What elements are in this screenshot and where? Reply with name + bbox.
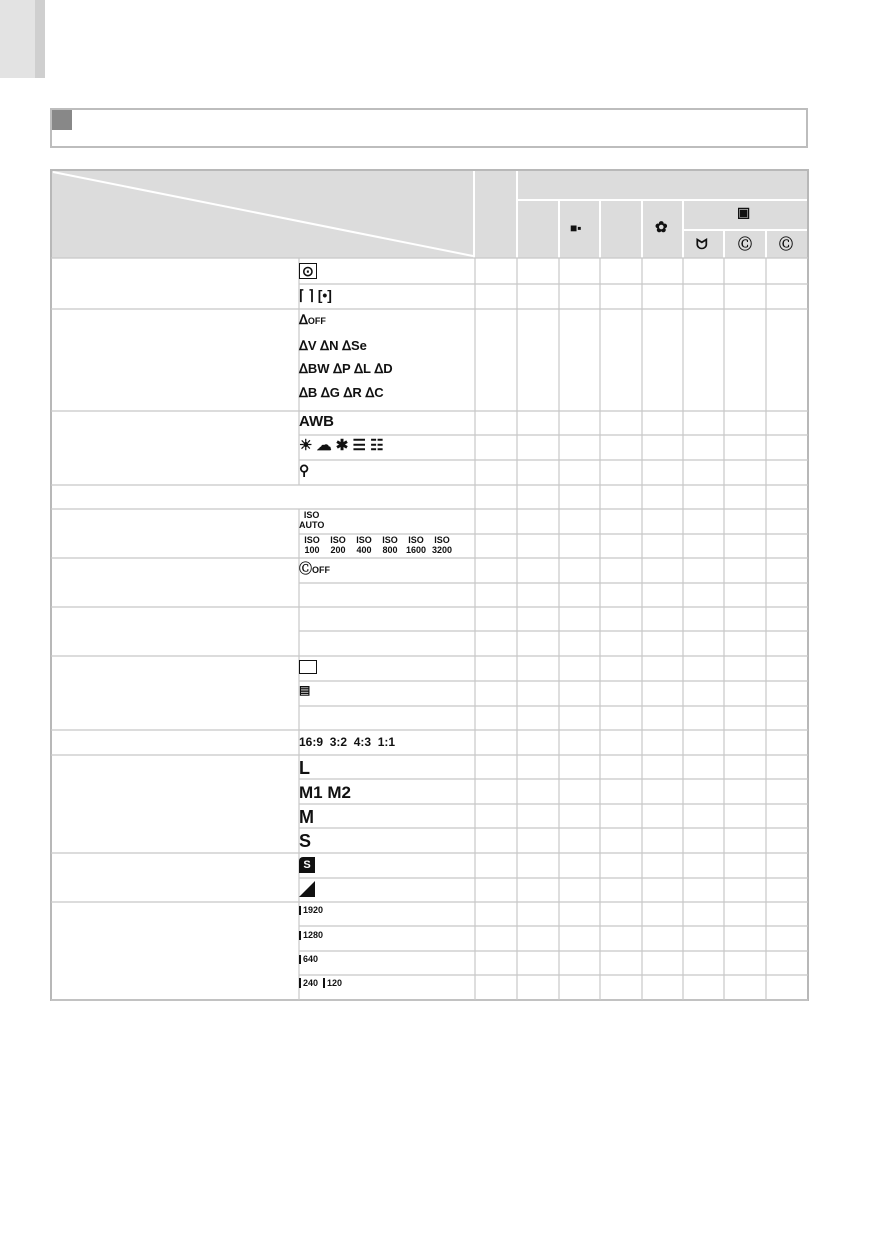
iso-auto-icon: ISO AUTO [299,510,325,530]
self-timer-off-icon: ⒸOFF [299,561,331,576]
custom-white-balance-icon: ⚲ [299,462,310,478]
movie-640-icon: 640 [299,955,318,964]
face-timer-icon: Ⓒ [779,236,793,252]
my-colors-row2: ᐃBW ᐃP ᐃL ᐃD [299,361,393,376]
quality-superfine-icon: S [299,857,315,873]
size-m-icon: M [299,807,314,827]
size-s-icon: S [299,831,312,851]
size-l-icon: L [299,758,310,778]
my-colors-off-icon: ᐃOFF [299,312,326,327]
iso-values-row: ISO 100ISO 200ISO 400ISO 800ISO 1600ISO 3200 [304,535,453,555]
movie-240-120-icon: 240 120 [299,979,342,988]
quality-fine-icon [299,881,315,897]
movie-1920-icon: 1920 [299,906,323,915]
awb-icon: AWB [299,413,334,430]
smart-shutter-icon: ▣ [737,204,751,220]
evaluative-metering-icon: ⊙ [299,263,317,279]
my-colors-row3: ᐃB ᐃG ᐃR ᐃC [299,385,384,400]
spot-metering-icon: ⌈ ⌉ [•] [299,287,332,303]
wink-timer-icon: Ⓒ [738,236,752,252]
smile-icon: ᗢ [696,236,708,252]
continuous-shooting-icon: ▤ [299,683,311,697]
aspect-ratio-icons: 16:9 3:2 4:3 1:1 [299,735,396,749]
scene-camera-icon: ■▪ [570,221,582,235]
white-balance-presets: ☀ ☁ ✱ ☰ ☷ [299,437,384,454]
table-header [51,170,808,258]
no-flash-mode-icon: ✿ [655,219,668,236]
single-shot-icon [299,660,317,674]
size-m1m2-icon: M1 M2 [299,783,351,802]
my-colors-row1: ᐃV ᐃN ᐃSe [299,338,367,353]
movie-1280-icon: 1280 [299,931,323,940]
